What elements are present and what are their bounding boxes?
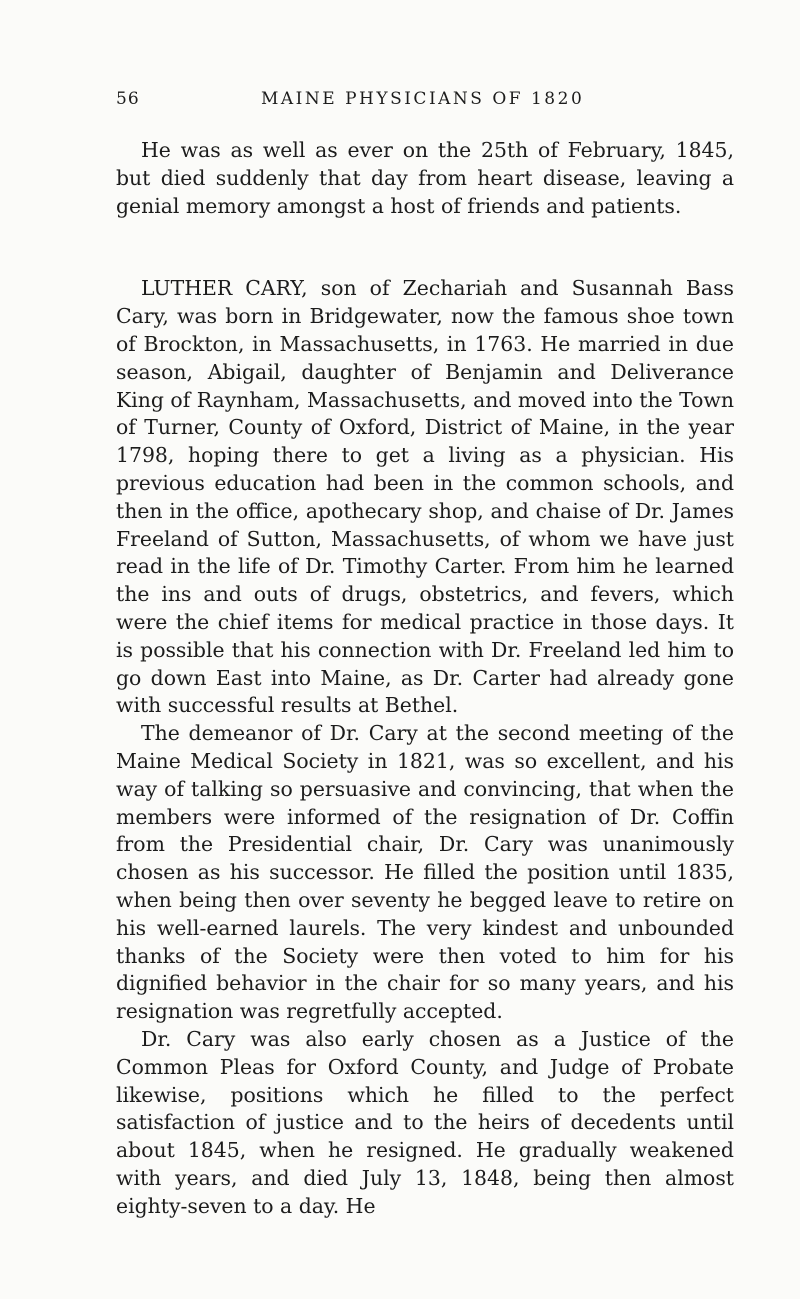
paragraph-continued: He was as well as ever on the 25th of February, 1845, but died suddenly that day from heart disease, leaving a genial memory amongst a host of friends and patients. (116, 138, 734, 218)
running-title: MAINE PHYSICIANS OF 1820 (261, 89, 585, 109)
running-head (116, 89, 734, 113)
page-number: 56 (116, 89, 140, 109)
paragraph-luther-cary-intro: LUTHER CARY, son of Zechariah and Susannah Bass Cary, was born in Bridgewater, now the famous shoe town of Brockton, in Massachusetts, in 1763. He married in due season, Abigail, daughter of Benjamin and Deliverance King of Raynham, Massachusetts, and moved into the Town of Turner, County of Oxford, District of Maine, in the year 1798, hoping there to get a living as a physician. His previous education had been in the common schools, and then in the office, apothecary shop, and chaise of Dr. James Freeland of Sutton, Massachusetts, of whom we have just read in the life of Dr. Timothy Carter. From him he learned the ins and outs of drugs, obstetrics, and fevers, which were the chief items for medical practice in those days. It is possible that his connection with Dr. Freeland led him to go down East into Maine, as Dr. Carter had already gone with successful results at Bethel. (116, 276, 735, 718)
paragraph-medical-society: The demeanor of Dr. Cary at the second meeting of the Maine Medical Society in 1821, was so excellent, and his way of talking so persuasive and convincing, that when the members were informed of the resignation of Dr. Coffin from the Presidential chair, Dr. Cary was unanimously chosen as his successor. He filled the position until 1835, when being then over seventy he begged leave to retire on his well-earned laurels. The very kindest and unbounded thanks of the Society were then voted to him for his dignified behavior in the chair for so many years, and his resignation was regretfully accepted. (116, 721, 734, 1024)
body-text (116, 137, 734, 1220)
paragraph-justice-probate: Dr. Cary was also early chosen as a Justice of the Common Pleas for Oxford County, and Judge of Probate likewise, positions which he filled to the perfect satisfaction of justice and to the heirs of decedents until about 1845, when he resigned. He gradually weakened with years, and died July 13, 1848, being then almost eighty-seven to a day. He (116, 1026, 734, 1218)
